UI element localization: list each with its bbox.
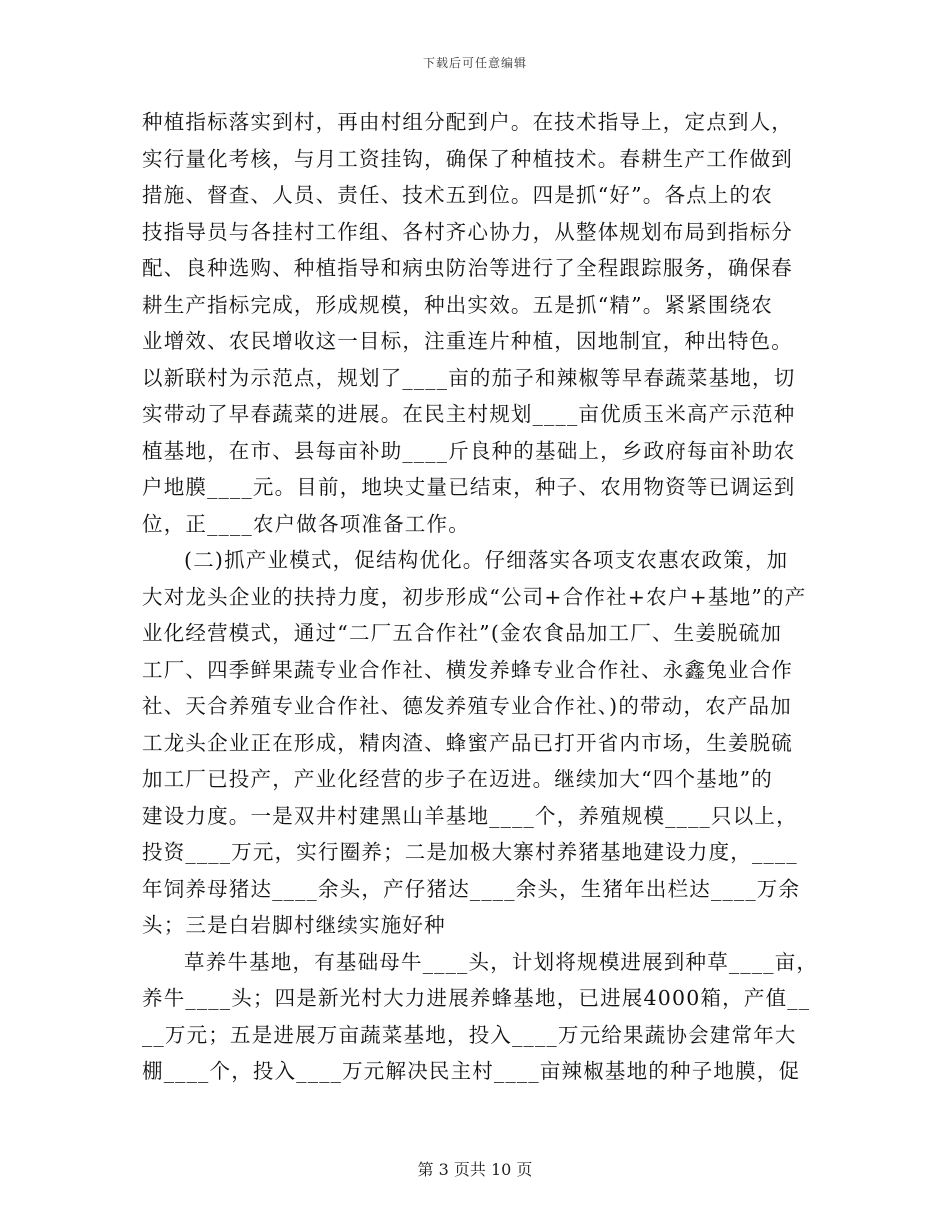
text-line: 业化经营模式，通过“二厂五合作社”(金农食品加工厂、生姜脱硫加 bbox=[142, 621, 783, 645]
text-line: 工厂、四季鲜果蔬专业合作社、横发养蜂专业合作社、永鑫兔业合作 bbox=[142, 657, 793, 682]
text-line: 植基地，在市、县每亩补助____斤良种的基础上，乡政府每亩补助农 bbox=[142, 438, 796, 463]
paragraph-start-line: 草养牛基地，有基础母牛____头，计划将规模进展到种草____亩， bbox=[184, 949, 819, 974]
text-line: 耕生产指标完成，形成规模，种出实效。五是抓“精”。紧紧围绕农 bbox=[142, 292, 773, 317]
page-number: 第 3 页共 10 页 bbox=[417, 1160, 533, 1179]
text-line: 棚____个，投入____万元解决民主村____亩辣椒基地的种子地膜，促 bbox=[142, 1059, 801, 1083]
text-line: 以新联村为示范点，规划了____亩的茄子和辣椒等早春蔬菜基地，切 bbox=[142, 365, 796, 390]
text-line: 养牛____头；四是新光村大力进展养蜂基地，已进展4000箱，产值__ bbox=[142, 986, 811, 1010]
text-line: 业增效、农民增收这一目标，注重连片种植，因地制宜，种出特色。 bbox=[142, 329, 793, 353]
text-line: 投资____万元，实行圈养；二是加极大寨村养猪基地建设力度，____ bbox=[142, 840, 798, 864]
text-line: 加工厂已投产，产业化经营的步子在迈进。继续加大“四个基地”的 bbox=[142, 767, 773, 791]
text-line: 实行量化考核，与月工资挂钩，确保了种植技术。春耕生产工作做到 bbox=[142, 146, 793, 171]
text-line: 实带动了早春蔬菜的进展。在民主村规划____亩优质玉米高产示范种 bbox=[142, 402, 796, 426]
text-line: 种植指标落实到村，再由村组分配到户。在技术指导上，定点到人， bbox=[142, 110, 793, 134]
text-line: 大对龙头企业的扶持力度，初步形成“公司+合作社+农户+基地”的产 bbox=[142, 584, 807, 609]
document-body bbox=[142, 104, 819, 1090]
text-line: 配、良种选购、种植指导和病虫防治等进行了全程跟踪服务，确保春 bbox=[142, 256, 793, 280]
text-line: 措施、督查、人员、责任、技术五到位。四是抓“好”。各点上的农 bbox=[142, 183, 773, 207]
text-line: 户地膜____元。目前，地块丈量已结束，种子、农用物资等已调运到 bbox=[142, 475, 796, 499]
paragraph-start-line: (二)抓产业模式，促结构优化。仔细落实各项支农惠农政策，加 bbox=[184, 548, 789, 572]
text-line: 位，正____农户做各项准备工作。 bbox=[142, 511, 470, 536]
text-line: 社、天合养殖专业合作社、德发养殖专业合作社、)的带动，农产品加 bbox=[142, 694, 792, 718]
text-line: 头；三是白岩脚村继续实施好种 bbox=[142, 913, 446, 937]
page-header-note: 下载后可任意编辑 bbox=[422, 56, 527, 70]
text-line: 工龙头企业正在形成，精肉渣、蜂蜜产品已打开省内市场，生姜脱硫 bbox=[142, 730, 793, 755]
text-line: 技指导员与各挂村工作组、各村齐心协力，从整体规划布局到指标分 bbox=[142, 219, 793, 244]
text-line: 建设力度。一是双井村建黑山羊基地____个，养殖规模____只以上， bbox=[142, 803, 798, 828]
text-line: 年饲养母猪达____余头，产仔猪达____余头，生猪年出栏达____万余 bbox=[142, 876, 801, 901]
text-line: __万元；五是进展万亩蔬菜基地，投入____万元给果蔬协会建常年大 bbox=[142, 1022, 797, 1047]
